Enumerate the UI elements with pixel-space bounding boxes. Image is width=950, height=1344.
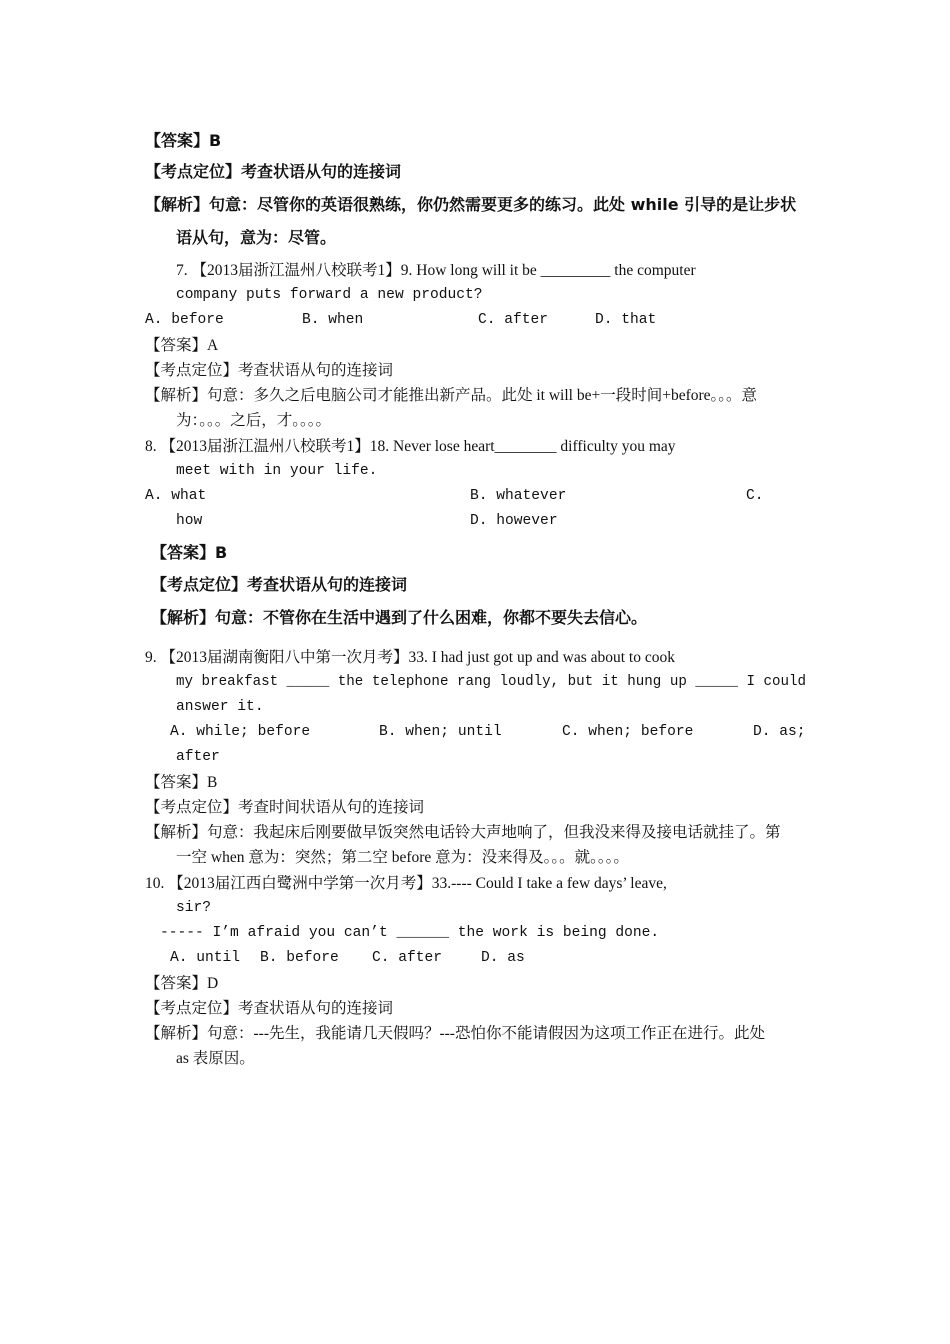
question-7-option-a: A. before [145,312,224,328]
question-8-option-c-text: how [176,513,203,529]
question-9-line-1: 9. 【2013届湖南衡阳八中第一次月考】33. I had just got up and was about to cook [145,649,675,666]
question-10-option-b: B. before [260,950,339,966]
question-9-option-d-label: D. as; [753,724,806,740]
point-label: 【考点定位】考查状语从句的连接词 [145,162,402,181]
question-9-option-c: C. when; before [562,724,694,740]
question-10-line-1: 10. 【2013届江西白鹭洲中学第一次月考】33.---- Could I take a few days’ leave, [145,875,667,892]
point-label: 【考点定位】考查状语从句的连接词 [145,1000,394,1017]
question-8-option-b: B. whatever [470,488,567,504]
analysis-text-continued: 语从句，意为：尽管。 [176,228,337,247]
question-9-option-a: A. while; before [170,724,311,740]
question-8-line-2: meet with in your life. [176,463,378,479]
analysis-text: 【解析】句意：尽管你的英语很熟练，你仍然需要更多的练习。此处 while 引导的是让步状 [145,195,797,214]
answer-label: 【答案】B [151,543,228,562]
question-9-line-3: answer it. [176,699,264,715]
question-10-option-a: A. until [170,950,241,966]
question-10-option-c: C. after [372,950,443,966]
analysis-text: 【解析】句意：不管你在生活中遇到了什么困难，你都不要失去信心。 [151,608,648,627]
question-8-line-1: 8. 【2013届浙江温州八校联考1】18. Never lose heart________ difficulty you may [145,438,676,455]
answer-label: 【答案】D [145,975,219,992]
point-label: 【考点定位】考查状语从句的连接词 [151,575,408,594]
analysis-text-continued: 一空 when 意为：突然；第二空 before 意为：没来得及。。。就。。。。 [176,849,629,866]
analysis-text-continued: 为：。。。之后，才。。。。 [176,412,332,429]
question-9-option-d-text: after [176,749,220,765]
analysis-text-continued: as 表原因。 [176,1050,255,1067]
question-7-line-1: 7. 【2013届浙江温州八校联考1】9. How long will it be _________ the computer [176,262,696,279]
analysis-text: 【解析】句意：我起床后刚要做早饭突然电话铃大声地响了，但我没来得及接电话就挂了。第 [145,824,781,841]
analysis-text: 【解析】句意：多久之后电脑公司才能推出新产品。此处 it will be+一段时间+before。。。意 [145,387,758,404]
question-7-line-2: company puts forward a new product? [176,287,483,303]
question-9-line-2: my breakfast _____ the telephone rang loudly, but it hung up _____ I could [176,674,807,690]
point-label: 【考点定位】考查状语从句的连接词 [145,362,394,379]
question-8-option-d: D. however [470,513,558,529]
question-7-option-c: C. after [478,312,549,328]
question-8-option-c-label: C. [746,488,764,504]
question-7-option-d: D. that [595,312,657,328]
answer-label: 【答案】A [145,337,219,354]
analysis-text: 【解析】句意：---先生，我能请几天假吗？---恐怕你不能请假因为这项工作正在进行。此处 [145,1025,765,1042]
question-8-option-a: A. what [145,488,207,504]
question-10-line-3: ----- I’m afraid you can’t ______ the work is being done. [160,925,660,941]
question-9-option-b: B. when; until [379,724,502,740]
question-10-option-d: D. as [481,950,525,966]
point-label: 【考点定位】考查时间状语从句的连接词 [145,799,425,816]
question-7-option-b: B. when [302,312,364,328]
question-10-line-2: sir? [176,900,212,916]
answer-label: 【答案】B [145,774,218,791]
answer-label: 【答案】B [145,131,222,150]
